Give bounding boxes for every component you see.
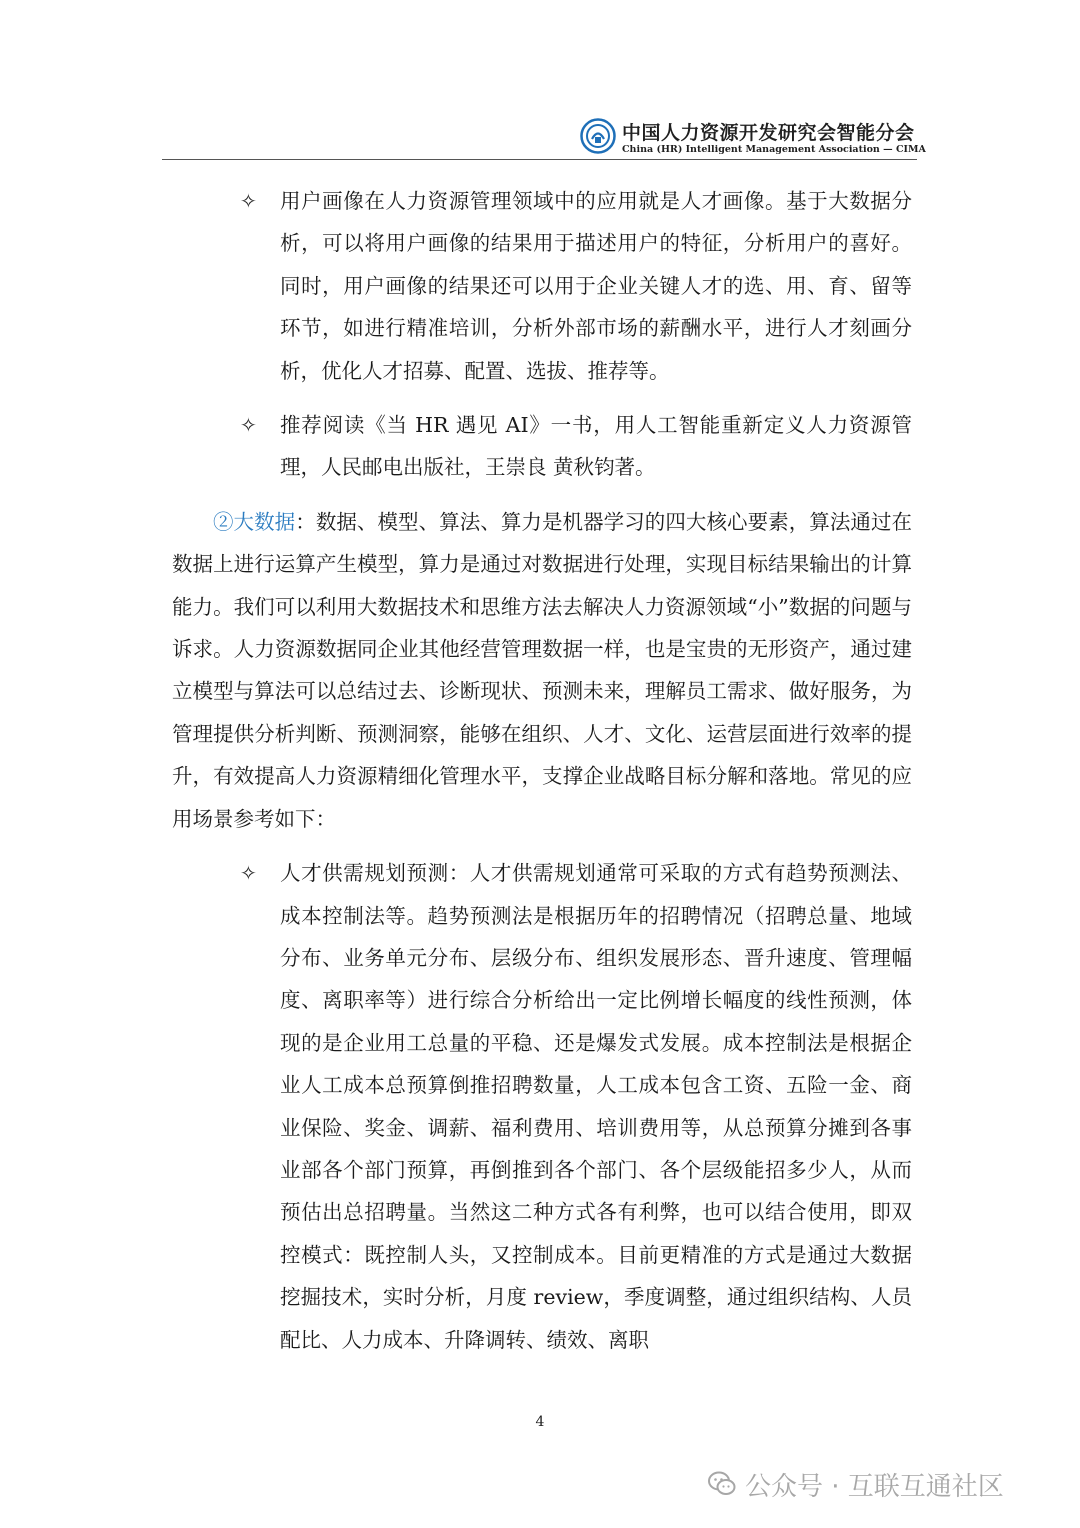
bullet-paragraph-user-profile (172, 180, 912, 392)
diamond-bullet-icon: ✧ (240, 189, 257, 213)
bullet-text: 人才供需规划预测：人才供需规划通常可采取的方式有趋势预测法、成本控制法等。趋势预测法是根据历年的招聘情况（招聘总量、地域分布、业务单元分布、层级分布、组织发展形态、晋升速度、管理幅度、离职率等）进行综合分析给出一定比例增长幅度的线性预测，体现的是企业用工总量的平稳、还是爆发式发展。成本控制法是根据企业人工成本总预算倒推招聘数量，人工成本包含工资、五险一金、商业保险、奖金、调薪、福利费用、培训费用等，从总预算分摊到各事业部各个部门预算，再倒推到各个部门、各个层级能招多少人，从而预估出总招聘量。当然这二种方式各有利弊，也可以结合使用，即双控模式：既控制人头，又控制成本。目前更精准的方式是通过大数据挖掘技术，实时分析，月度 review，季度调整，通过组织结构、人员配比、人力成本、升降调转、绩效、离职 (280, 861, 912, 1352)
bullet-paragraph-recommended-reading (172, 404, 912, 489)
header-divider (162, 159, 917, 160)
watermark-text: 公众号 · 互联互通社区 (745, 1471, 1004, 1502)
page-content (172, 180, 912, 1361)
page-header (162, 110, 926, 160)
organization-name-cn: 中国人力资源开发研究会智能分会 (622, 122, 915, 144)
section-text: 数据、模型、算法、算力是机器学习的四大核心要素，算法通过在数据上进行运算产生模型，算力是通过对数据进行处理，实现目标结果输出的计算能力。我们可以利用大数据技术和思维方法去解决人力资源领域“小”数据的问题与诉求。人力资源数据同企业其他经营管理数据一样，也是宝贵的无形资产，通过建立模型与算法可以总结过去、诊断现状、预测未来，理解员工需求、做好服务，为管理提供分析判断、预测洞察，能够在组织、人才、文化、运营层面进行效率的提升，有效提高人力资源精细化管理水平，支撑企业战略目标分解和落地。常见的应用场景参考如下： (172, 509, 913, 831)
section-paragraph-big-data (172, 501, 912, 840)
bullet-text: 推荐阅读《当 HR 遇见 AI》一书，用人工智能重新定义人力资源管理，人民邮电出版社，王崇良 黄秋钧著。 (280, 413, 912, 480)
diamond-bullet-icon: ✧ (240, 413, 257, 438)
association-logo-icon (580, 118, 616, 154)
diamond-bullet-icon: ✧ (240, 861, 257, 886)
section-colon: ： (295, 509, 316, 534)
watermark (707, 1464, 1004, 1504)
organization-name-en: China (HR) Intelligent Management Association — CIMA (622, 144, 926, 155)
wechat-icon (707, 1469, 737, 1499)
page-number: 4 (535, 1414, 545, 1430)
bullet-text: 用户画像在人力资源管理领域中的应用就是人才画像。基于大数据分析，可以将用户画像的结果用于描述用户的特征，分析用户的喜好。同时，用户画像的结果还可以用于企业关键人才的选、用、育、留等环节，如进行精准培训，分析外部市场的薪酬水平，进行人才刻画分析，优化人才招募、配置、选拔、推荐等。 (280, 189, 912, 383)
bullet-paragraph-talent-forecast (172, 852, 912, 1361)
section-label: ②大数据 (213, 509, 296, 534)
